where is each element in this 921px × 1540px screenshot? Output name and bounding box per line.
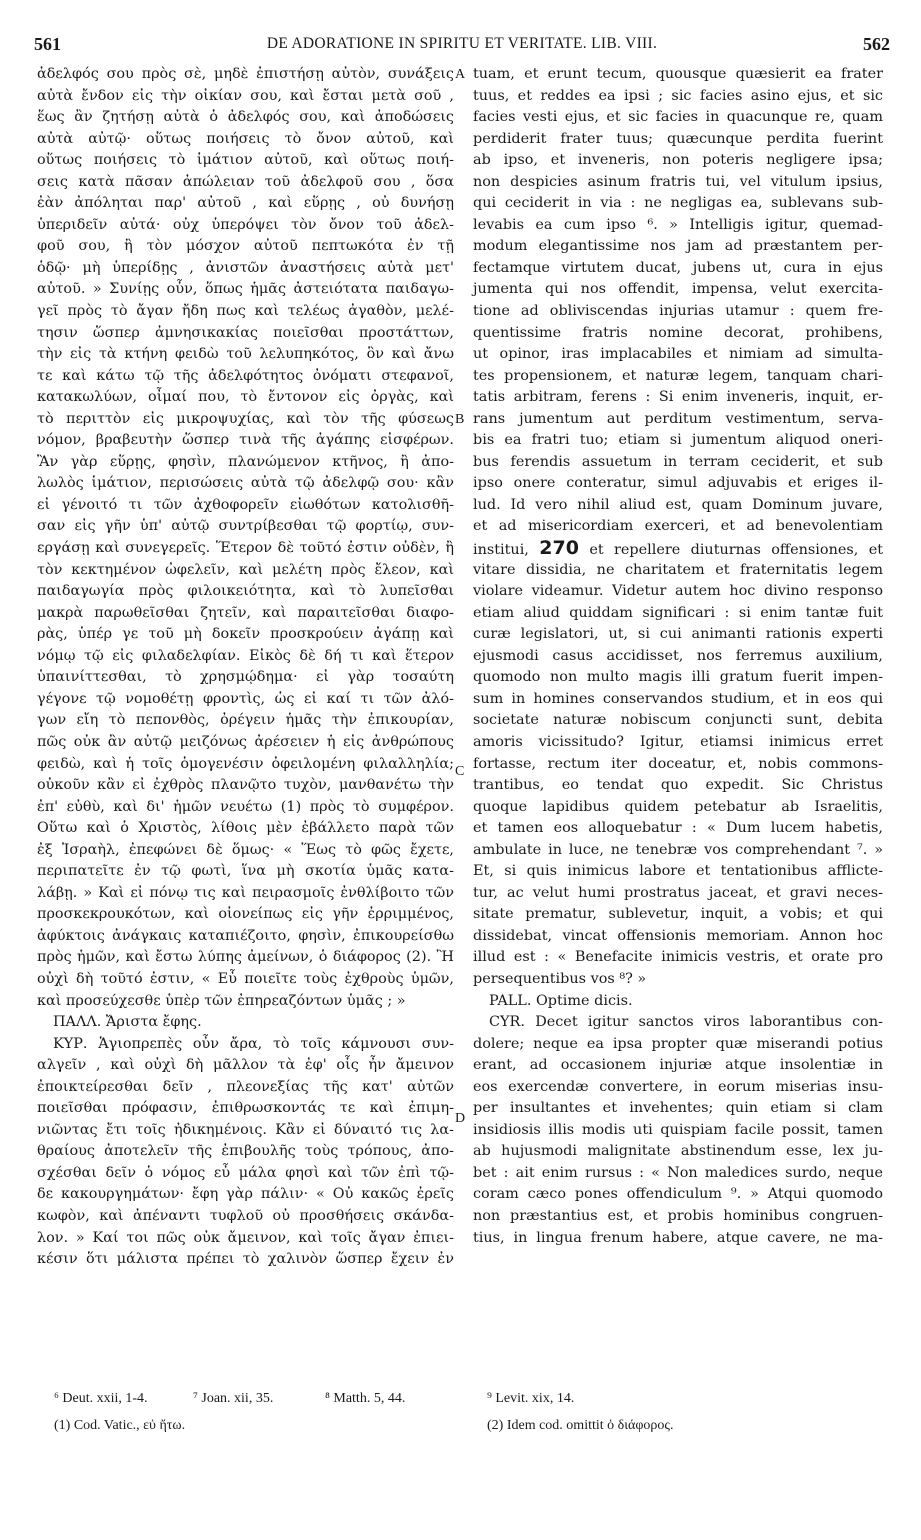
text-line: προσκεκρουκότων, καὶ οἱονείπως εἰς γῆν ἐρριμμένος, bbox=[37, 906, 454, 923]
text-line: κέσιν ὅτι μάλιστα πρέπει τὸ χαλινὸν ὥσπερ ἔχειν ἐν bbox=[37, 1251, 454, 1268]
text-line: λάβῃ. » Καὶ εἰ πόνῳ τις καὶ πειρασμοῖς ἐνθλίβοιτο τῶν bbox=[37, 884, 454, 901]
text-line: tatis arbitram, ferens : Si enim inveneris, inquit, er- bbox=[473, 389, 883, 406]
text-line: fortasse, rectum iter doceatur, et, nobis commons- bbox=[473, 755, 883, 772]
text-line: rans jumentum aut perditum vestimentum, serva- bbox=[473, 410, 883, 427]
text-line: ὁδῷ· μὴ ὑπερίδῃς , ἀνιστῶν ἀναστήσεις αὐτὰ μετ' bbox=[37, 259, 454, 276]
text-line: dissidebat, vincat offensionis memoriam. Annon hoc bbox=[473, 927, 883, 944]
text-line: ὑπεριδεῖν αὐτά· οὐχ ὑπερόψει τὸν ὄνον τοῦ ἀδελ- bbox=[37, 216, 454, 233]
text-line: τὴν εἰς τὰ κτήνη φειδὼ τοῦ λελυπηκότος, ὃν καὶ ἄνω bbox=[37, 346, 454, 363]
text-line: etiam aliud quiddam significari : si enim tantæ fuit bbox=[473, 604, 883, 621]
text-line: dolere; neque ea ipsa propter quæ miserandi potius bbox=[473, 1035, 883, 1052]
text-line: bus ferendis assuetum in terram ceciderit, et sub bbox=[473, 453, 883, 470]
text-line: amoris vicissitudo? Igitur, etiamsi inimicus erret bbox=[473, 733, 883, 750]
text-line bbox=[473, 538, 883, 560]
text-line: φοῦ σου, ἢ τὸν μόσχον αὐτοῦ πεπτωκότα ἐν τῇ bbox=[37, 238, 454, 255]
text-line: σεις κατὰ πᾶσαν ἀπώλειαν τοῦ ἀδελφοῦ σου , ὅσα bbox=[37, 173, 454, 190]
text-line: παιδαγωγία πρὸς φιλοικειότητα, καὶ τὸ λυπεῖσθαι bbox=[37, 583, 454, 600]
text-line: νόμον, βραβευτὴν ὥσπερ τινὰ τῆς ἀγάπης εἰσφέρων. bbox=[37, 432, 454, 449]
text-line: γέγονε τῷ νομοθέτῃ φροντὶς, ὡς εἰ καί τι τῶν ἀλό- bbox=[37, 690, 454, 707]
text-line: et tamen eos alloquebatur : « Dum lucem habetis, bbox=[473, 820, 883, 837]
text-line: ut opinor, iras implacabiles et nimiam ad simulta- bbox=[473, 346, 883, 363]
text-line: sitate prematur, sublevetur, inquit, a vobis; et qui bbox=[473, 906, 883, 923]
text-line: Et, si quis inimicus labore et tentationibus afflicte- bbox=[473, 863, 883, 880]
text-line: ΠΑΛΛ. Ἄριστα ἔφης. bbox=[53, 1014, 202, 1031]
text-line: ἕως ἂν ζητήσῃ αὐτὰ ὁ ἀδελφός σου, καὶ ἀποδώσεις bbox=[37, 109, 454, 126]
text-line: fectamque virtutem ducat, jubens ut, cura in ejus bbox=[473, 259, 883, 276]
text-line: θραίους ἀποτελεῖν τῆς ἐπιβουλῆς τοὺς τρόπους, ἀπο- bbox=[37, 1143, 454, 1160]
text-line: ποιεῖσθαι πρόφασιν, ἐπιθρωσκοντάς τε καὶ ἐπιμη- bbox=[37, 1100, 454, 1117]
text-line: εἰ γένοιτό τι τῶν ἀχθοφορεῖν εἰωθότων κατολισθῆ- bbox=[37, 496, 454, 513]
text-line: ἐξ Ἰσραὴλ, ἐπεφώνει δὲ ὅμως· « Ἕως τὸ φῶς ἔχετε, bbox=[37, 841, 454, 858]
text-line: ἐπ' εὐθὺ, καὶ δι' ἡμῶν νευέτω (1) πρὸς τὸ συμφέρον. bbox=[37, 798, 454, 815]
text-line: γεῖ πρὸς τὸ ἄγαν ἤδη πως καὶ τελέως ἀγαθὸν, μελέ- bbox=[37, 303, 454, 320]
text-line: tione ad obliviscendas injurias utamur : quem fre- bbox=[473, 303, 883, 320]
text-line: ΚΥΡ. Ἁγιοπρεπὲς οὖν ἄρα, τὸ τοῖς κάμνουσι συν- bbox=[53, 1035, 454, 1052]
margin-letter-c: C bbox=[455, 764, 465, 779]
text-line: perdiderit frater tuus; quæcunque perdita fuerint bbox=[473, 130, 883, 147]
text-line: περιπατεῖτε ἐν τῷ φωτὶ, ἵνα μὴ σκοτία ὑμᾶς κατα- bbox=[37, 863, 454, 880]
text-line: φειδὼ, καὶ ἡ τοῖς ὁμογενέσιν ὀφειλομένη φιλαλληλία; bbox=[37, 755, 454, 772]
text-line: modum elegantissime nos jam ad præstantem per- bbox=[473, 238, 883, 255]
text-line: ejusmodi casus accidisset, nos ferremus auxilium, bbox=[473, 647, 883, 664]
text-line: non despicies asinum fratris tui, vel vitulum ipsius, bbox=[473, 173, 883, 190]
text-line: quentissime fratris nomine decorat, prohibens, bbox=[473, 324, 883, 341]
text-line: μακρὰ παρωθεῖσθαι ζητεῖν, καὶ παραιτεῖσθαι διαφο- bbox=[37, 604, 454, 621]
text-line: δε κακουργημάτων· ἔφη γὰρ πάλιν· « Οὐ κακῶς ἐρεῖς bbox=[37, 1186, 454, 1203]
footnote-1: (1) Cod. Vatic., εὐ ἤτω. bbox=[54, 1418, 186, 1433]
text-line: κωφὸν, καὶ ἀπέναντι τυφλοῦ οὐ προσθήσεις σκάνδα- bbox=[37, 1207, 454, 1224]
text-line: sum in homines conservandos studium, et in eos qui bbox=[473, 690, 883, 707]
page-number-right: 562 bbox=[863, 34, 890, 54]
margin-letter-a: A bbox=[455, 67, 466, 82]
footnote-ref-8: ⁸ Matth. 5, 44. bbox=[325, 1391, 406, 1406]
text-line: λον. » Καί τοι πῶς οὐκ ἄμεινον, καὶ τοῖς ἄγαν ἐπιει- bbox=[37, 1229, 454, 1246]
text-line: ἀδελφός σου πρὸς σὲ, μηδὲ ἐπιστήσῃ αὐτὸν, συνάξεις bbox=[37, 66, 454, 82]
text-line: οὕτως ποιήσεις τὸ ἱμάτιον αὐτοῦ, καὶ οὕτως ποιή- bbox=[37, 152, 454, 169]
text-line: κατακωλύων, οἶμαί που, τὸ ἔντονον εἰς ὀργὰς, καὶ bbox=[37, 389, 454, 406]
text-line: αὐτοῦ. » Συνίῃς οὖν, ὅπως ἡμᾶς ἀστειότατα παιδαγω- bbox=[37, 281, 454, 298]
text-line: ipso onere conteratur, simul adjuvabis et eriges il- bbox=[473, 475, 883, 492]
text-line: eos exercendæ convertere, in eorum miserias insu- bbox=[473, 1078, 883, 1095]
text-line: οὐχὶ δὴ τοῦτό ἐστιν, « Εὖ ποιεῖτε τοὺς ἐχθροὺς ὑμῶν, bbox=[37, 970, 454, 987]
text-fragment: et repellere diuturnas offensiones, et bbox=[578, 542, 883, 559]
text-line: εργάσῃ καὶ συνεγερεῖς. Ἕτερον δὲ τοῦτό ἐστιν οὐδὲν, ἢ bbox=[37, 540, 454, 557]
text-line: facies vesti ejus, et sic facies in quacunque re, quam bbox=[473, 109, 883, 126]
margin-letter-b: B bbox=[455, 412, 465, 427]
text-line: bis ea fratri tuo; etiam si jumentum aliquod oneri- bbox=[473, 432, 883, 449]
footnote-2: (2) Idem cod. omittit ὁ διάφορος. bbox=[487, 1418, 674, 1433]
text-line: illud est : « Benefacite inimicis vestris, et orate pro bbox=[473, 949, 883, 966]
text-line: violare videamur. Videtur autem hoc divino responso bbox=[473, 583, 883, 600]
text-line: ὑπαινίττεσθαι, τὸ χρησμῴδημα· εἰ γὰρ τοσαύτη bbox=[37, 669, 454, 686]
text-line: πῶς οὐκ ἂν αὐτῷ μειζόνως ἀρέσειεν ἡ εἰς ἀνθρώπους bbox=[37, 733, 454, 750]
text-line: ρὰς, ὑπέρ γε τοῦ μὴ δοκεῖν προσκρούειν ἀγάπῃ καὶ bbox=[37, 626, 454, 643]
text-line: σχέσθαι δεῖν ὁ νόμος εὖ μάλα φησὶ καὶ τῶν ἐπὶ τῷ- bbox=[37, 1164, 454, 1181]
text-line: quoque lapidibus quidem petebatur ab Israelitis, bbox=[473, 798, 883, 815]
page-number-left: 561 bbox=[34, 34, 61, 54]
text-line: non præstantius est, et probis hominibus congruen- bbox=[473, 1207, 883, 1224]
text-line: curæ legislatori, ut, si cui animanti rationis experti bbox=[473, 626, 883, 643]
text-fragment: institui, bbox=[473, 542, 540, 559]
latin-column bbox=[473, 64, 883, 1249]
text-line: αὐτὰ ἔνδον εἰς τὴν οἰκίαν σου, καὶ ἔσται μετὰ σοῦ , bbox=[37, 87, 454, 104]
text-line: trantibus, eo tendat quo expedit. Sic Christus bbox=[473, 777, 883, 794]
text-line: lud. Id vero nihil aliud est, quam Dominum juvare, bbox=[473, 496, 883, 513]
text-line: per insultantes et invehentes; quin etiam si clam bbox=[473, 1100, 883, 1117]
text-line: ab hujusmodi malignitate abstinendum esse, lex ju- bbox=[473, 1143, 883, 1160]
text-line: αὐτὰ αὐτῷ· οὕτως ποιήσεις τὸ ὄνον αὐτοῦ, καὶ bbox=[37, 130, 454, 147]
text-line: tur, ac velut humi prostratus jaceat, et gravi neces- bbox=[473, 884, 883, 901]
text-line: τε καὶ κάτω τῷ τῆς ἀδελφότητος ὀνόματι στεφανοῖ, bbox=[37, 367, 454, 384]
text-line: tuus, et reddes ea ipsi ; sic facies asino ejus, et sic bbox=[473, 87, 883, 104]
text-line: οὐκοῦν κἂν εἰ ἐχθρὸς πλανῷτο τυχὸν, μανθανέτω τὴν bbox=[37, 777, 454, 794]
text-line: tes propensionem, et naturæ legem, tanquam chari- bbox=[473, 367, 883, 384]
greek-column bbox=[37, 64, 454, 1271]
text-line: persequentibus vos ⁸? » bbox=[473, 970, 647, 987]
text-line: jumenta qui nos offendit, impensa, velut exercita- bbox=[473, 281, 883, 298]
text-line: tius, in lingua frenum habere, atque cavere, ne ma- bbox=[473, 1229, 883, 1246]
text-line: erant, ad occasionem injuriæ atque insolentiæ in bbox=[473, 1057, 883, 1074]
text-line: PALL. Optime dicis. bbox=[489, 992, 633, 1009]
footnote-ref-6: ⁶ Deut. xxii, 1-4. bbox=[54, 1391, 148, 1406]
footnote-ref-7: ⁷ Joan. xii, 35. bbox=[193, 1391, 274, 1406]
text-line: bet : ait enim rursus : « Non maledices surdo, neque bbox=[473, 1164, 883, 1181]
text-line: τὸν κεκτημένον ὠφελεῖν, καὶ μελέτη πρὸς ἔλεον, καὶ bbox=[37, 561, 454, 578]
text-line: νόμῳ τῷ εἰς φιλαδελφίαν. Εἰκὸς δὲ δή τι καὶ ἕτερον bbox=[37, 647, 454, 664]
text-line: qui ceciderit in via : ne negligas ea, sublevans sub- bbox=[473, 195, 883, 212]
text-line: τὸ περιττὸν εἰς μικροψυχίας, καὶ τὸν τῆς φύσεως bbox=[37, 410, 454, 427]
margin-letter-d: D bbox=[455, 1111, 466, 1126]
text-line: ambulate in luce, ne tenebræ vos comprehendant ⁷. » bbox=[473, 841, 883, 858]
text-line: vitare dissidia, ne charitatem et fraternitatis legem bbox=[473, 561, 883, 578]
text-line: λωλὸς ἱμάτιον, περισώσεις αὐτὰ τῷ ἀδελφῷ σου· κἂν bbox=[37, 475, 454, 492]
text-line: ἀφύκτοις ἀνάγκαις καταπιέζοιτο, φησὶν, ἐπικουρείσθω bbox=[37, 927, 454, 944]
text-line: quomodo non multo magis illi gratum fuerit impen- bbox=[473, 669, 883, 686]
text-line: Οὕτω καὶ ὁ Χριστὸς, λίθοις μὲν ἐβάλλετο παρὰ τῶν bbox=[37, 820, 454, 837]
running-header bbox=[34, 34, 890, 60]
text-line: tuam, et erunt tecum, quousque quæsierit ea frater bbox=[473, 66, 883, 82]
text-line: νιῶντας ἔτι τοῖς ἠδικημένοις. Κἂν εἰ δύναιτό τις λα- bbox=[37, 1121, 454, 1138]
text-line: ἐποικτείρεσθαι δεῖν , πλεονεξίας τῆς κατ' αὐτῶν bbox=[37, 1078, 454, 1095]
text-line: γων εἴη τὸ πεπονθὸς, ὀρέγειν ἡμᾶς τὴν ἐπικουρίαν, bbox=[37, 712, 454, 729]
text-line: ἐὰν ἀπόληται παρ' αὐτοῦ , καὶ εὕρῃς , οὐ δυνήσῃ bbox=[37, 195, 454, 212]
text-line: αλγεῖν , καὶ οὐχὶ δὴ μᾶλλον τὰ ἐφ' οἷς ἦν ἄμεινον bbox=[37, 1057, 454, 1074]
text-line: CYR. Decet igitur sanctos viros laborantibus con- bbox=[489, 1014, 883, 1031]
text-line: coram cæco pones offendiculum ⁹. » Atqui quomodo bbox=[473, 1186, 883, 1203]
text-line: Ἂν γὰρ εὕρῃς, φησὶν, πλανώμενον κτῆνος, ἢ ἀπο- bbox=[37, 453, 454, 470]
text-line: et ad misericordiam exerceri, et ad benevolentiam bbox=[473, 518, 883, 535]
text-line: ab ipso, et inveneris, non poteris negligere ipsa; bbox=[473, 152, 883, 169]
text-line: σαν εἰς γῆν ὑπ' αὐτῷ συντρίβεσθαι τῷ φορτίῳ, συν- bbox=[37, 518, 454, 535]
column-number: 270 bbox=[539, 537, 579, 560]
text-line: levabis ea cum ipso ⁶. » Intelligis igitur, quemad- bbox=[473, 216, 883, 233]
text-line: πρὸς ἡμῶν, καὶ ἔστω λύπης ἀμείνων, ὁ διάφορος (2). Ἢ bbox=[37, 949, 454, 966]
text-line: τησιν ὥσπερ ἀμνησικακίας ποιεῖσθαι προστάττων, bbox=[37, 324, 454, 341]
footnote-ref-9: ⁹ Levit. xix, 14. bbox=[487, 1391, 575, 1406]
text-line: societate naturæ nobiscum conjuncti sunt, debita bbox=[473, 712, 883, 729]
text-line: καὶ προσεύχεσθε ὑπὲρ τῶν ἐπηρεαζόντων ὑμᾶς ; » bbox=[37, 992, 406, 1009]
text-line: insidiosis illis modis uti quispiam facile possit, tamen bbox=[473, 1121, 883, 1138]
running-title: DE ADORATIONE IN SPIRITU ET VERITATE. LIB. VIII. bbox=[266, 35, 658, 52]
